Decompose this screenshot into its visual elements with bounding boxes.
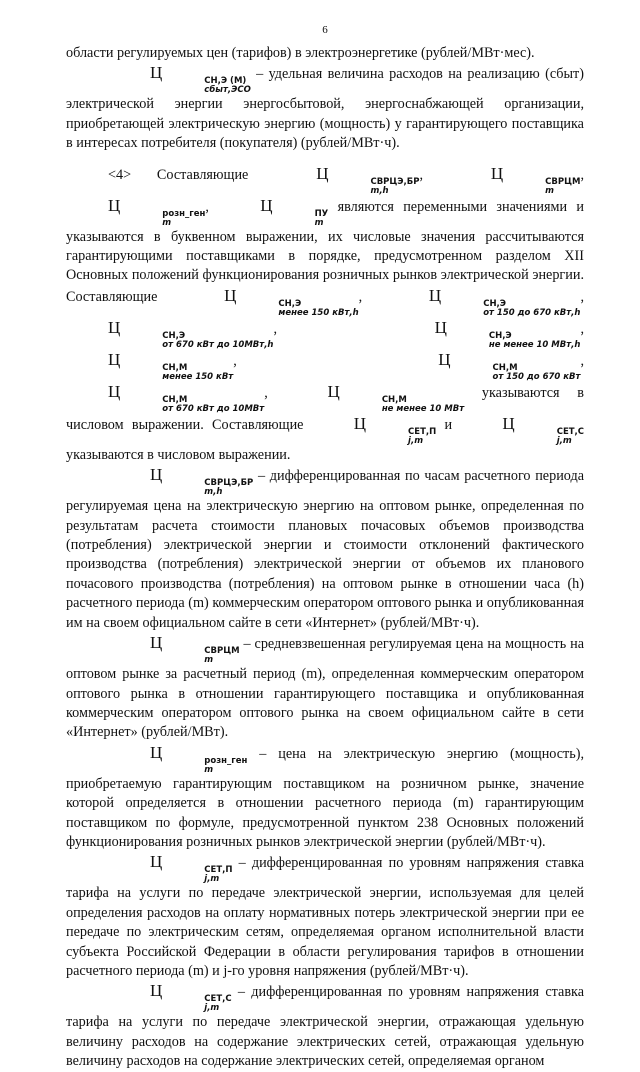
- var-superscript: СЕТ,С: [204, 994, 232, 1005]
- var-rozn-gen: [66, 196, 205, 228]
- var-set-s: [460, 414, 584, 446]
- var-m-150: [66, 350, 233, 382]
- var-superscript: СН,М: [162, 362, 188, 373]
- var-e-10: [393, 318, 581, 350]
- var-base: Ц: [150, 465, 163, 485]
- var-subscript: m: [162, 217, 172, 228]
- var-superscript: СЕТ,П: [204, 865, 233, 876]
- var-base: Ц: [224, 285, 237, 305]
- var-superscript: розн_ген: [162, 208, 206, 219]
- var-indices: [120, 364, 233, 382]
- var-svrcz-br: [274, 164, 419, 196]
- var-indices: [441, 300, 580, 318]
- var-base: Ц: [490, 163, 504, 183]
- var-superscript: ПУ: [314, 208, 329, 219]
- var-subscript: не менее 10 МВт: [381, 403, 465, 414]
- var-superscript: СВРЦЭ,БР: [370, 176, 420, 187]
- var-set-s-def: [108, 981, 232, 1013]
- var-superscript: СН,Э: [488, 330, 512, 341]
- var-pu: [218, 196, 328, 228]
- var-base: Ц: [150, 742, 163, 762]
- var-indices: [328, 178, 419, 196]
- var-subscript: не менее 10 МВт,h: [488, 339, 581, 350]
- var-indices: [273, 210, 329, 228]
- var-base: Ц: [150, 981, 163, 1001]
- var-indices: [120, 332, 273, 350]
- var-subscript: m,h: [204, 487, 223, 498]
- var-m-150-670: [396, 350, 580, 382]
- var-indices: [162, 647, 239, 665]
- var-superscript: розн_ген: [204, 755, 248, 766]
- var-indices: [340, 396, 464, 414]
- var-superscript: СВРЦЭ,БР: [204, 478, 254, 489]
- var-m-670-10: [66, 382, 264, 414]
- var-subscript: m: [204, 764, 214, 775]
- var-base: Ц: [108, 349, 121, 369]
- var-superscript: СН,М: [492, 362, 518, 373]
- definition-set-s: Ц СЕТ,С j,m – дифференцированная по уровням напряжения ставка тарифа на услуги по передаче электрической энергии, отражающая удельную величину расходов на содержание электрических сетей, отражающая удельную величину расходов на содержание электрических сетей, определяемая органом: [66, 981, 584, 1070]
- var-base: Ц: [434, 317, 447, 337]
- var-subscript: от 150 до 670 кВт,h: [483, 307, 581, 318]
- definition-set-p: Ц СЕТ,П j,m – дифференцированная по уровням напряжения ставка тарифа на услуги по передаче электрической энергии, используемая для целей определения расходов на оплату нормативных потерь электрической энергии при ее передаче по электрическим сетям, определяемая органом исполнительной власти субъекта Российской Федерации в области регулирования тарифов в отношении расчетного периода (m) и j-го уровня напряжения (рублей/МВт·ч).: [66, 852, 584, 979]
- var-superscript: СН,Э: [483, 298, 507, 309]
- var-base: Ц: [150, 63, 163, 83]
- var-base: Ц: [108, 195, 121, 215]
- var-subscript: менее 150 кВт: [162, 371, 234, 382]
- var-superscript: СН,Э: [162, 330, 186, 341]
- var-indices: [236, 300, 358, 318]
- var-base: Ц: [353, 413, 367, 433]
- var-subscript: от 670 кВт до 10МВт,h: [162, 339, 274, 350]
- var-subscript: менее 150 кВт,h: [278, 307, 359, 318]
- var-superscript: СН,М: [162, 394, 188, 405]
- var-indices: [515, 428, 584, 446]
- var-indices: [447, 332, 581, 350]
- var-indices: [162, 757, 247, 775]
- var-base: Ц: [316, 163, 329, 183]
- var-m-10: [286, 382, 465, 414]
- var-sbyt: [108, 63, 251, 95]
- var-subscript: j,m: [204, 874, 220, 885]
- var-base: Ц: [150, 852, 163, 872]
- var-superscript: СВРЦМ: [204, 646, 240, 657]
- var-subscript: от 670 кВт до 10МВт: [162, 403, 265, 414]
- var-superscript: СН,Э: [278, 298, 302, 309]
- var-svrcm: [449, 164, 581, 196]
- var-e-670-10: [66, 318, 273, 350]
- var-set-p-def: [108, 852, 232, 884]
- definition-svrcm: Ц СВРЦМ m – средневзвешенная регулируемая цена на мощность на оптовом рынке за расчетный период (m), определенная коммерческим оператором оптового рынка в отношении гарантирующего поставщика и опубликованная коммерческим оператором оптового рынка на своем официальном сайте в сети «Интернет» (рублей/МВт).: [66, 633, 584, 741]
- var-indices: [162, 77, 251, 95]
- var-subscript: m: [204, 655, 214, 666]
- var-subscript: сбыт,ЭСО: [204, 85, 251, 96]
- paragraph-4: <4> Составляющие Ц СВРЦЭ,БР m,h , Ц СВРЦМ m , Ц розн_ген m , Ц ПУ m являются переменными значениями и указываются в буквенном выражении, их числовые значения рассчитываются гарантирующими поставщиками в порядке, предусмотренном разделом XII Основных положений функционирования розничных рынков электрической энергии. Составляющие Ц СН,Э менее 150 кВт,h , Ц СН,Э от 150 до 670 кВт,h , Ц СН,Э от 670 кВт до 10МВт,h , Ц СН,Э не менее 10 МВт,h , Ц СН,М менее 150 кВт , Ц СН,М от 150 до 670 кВт , Ц СН,М от 670 кВт до 10МВт , Ц СН,М не менее 10 МВт указываются в числовом выражении. Составляющие Ц СЕТ,П j,m и Ц СЕТ,С j,m указываются в числовом выражении.: [66, 163, 585, 463]
- var-subscript: m: [545, 185, 555, 196]
- var-base: Ц: [438, 349, 451, 369]
- var-base: Ц: [502, 413, 515, 433]
- var-subscript: j,m: [556, 435, 572, 446]
- paragraph-sbyt: Ц СН,Э (М) сбыт,ЭСО – удельная величина расходов на реализацию (сбыт) электрической энергии энергосбытовой, энергоснабжающей организации, приобретающей электрическую энергию (мощность) у гарантирующего поставщика в интересах потребителя (покупателя) (рублей/МВт·ч).: [66, 63, 584, 152]
- definition-rozn-gen: Ц розн_ген m – цена на электрическую энергию (мощность), приобретаемую гарантирующим поставщиком на розничном рынке, значение которой определяется в отношении расчетного периода (m) гарантирующим поставщиком по формуле, предусмотренной пунктом 238 Основных положений функционирования розничных рынков электрической энергии (рублей/МВт·ч).: [66, 742, 584, 850]
- var-svrcm-def: [108, 633, 240, 665]
- paragraph-intro: области регулируемых цен (тарифов) в электроэнергетике (рублей/МВт·мес).: [66, 45, 535, 61]
- var-indices: [503, 178, 580, 196]
- var-base: Ц: [260, 195, 273, 215]
- var-base: Ц: [150, 633, 163, 653]
- var-base: Ц: [428, 285, 442, 305]
- var-svrcz-br-def: [108, 465, 253, 497]
- var-indices: [162, 995, 231, 1013]
- var-indices: [162, 866, 232, 884]
- var-subscript: j,m: [408, 435, 424, 446]
- var-subscript: от 150 до 670 кВт: [492, 371, 581, 382]
- var-e-150-670: [387, 286, 581, 318]
- var-superscript: СЕТ,П: [408, 426, 437, 437]
- var-e-150: [182, 286, 359, 318]
- var-superscript: СН,М: [381, 394, 407, 405]
- page-number: 6: [322, 24, 328, 36]
- var-superscript: СН,Э (М): [204, 76, 247, 87]
- var-subscript: m,h: [370, 185, 389, 196]
- var-indices: [450, 364, 580, 382]
- var-indices: [120, 396, 264, 414]
- var-base: Ц: [108, 317, 121, 337]
- var-set-p: [312, 414, 436, 446]
- var-base: Ц: [327, 381, 340, 401]
- var-indices: [366, 428, 436, 446]
- var-subscript: j,m: [204, 1003, 220, 1014]
- definition-svrcz-br: Ц СВРЦЭ,БР m,h – дифференцированная по часам расчетного периода регулируемая цена на электрическую энергию на оптовом рынке, определенная по результатам расчета стоимости плановых почасовых объемов производства (потребления) электрической энергии и стоимости отклонений фактического производства (потребления) электрической энергии от объемов их планового почасового производства (потребления) на оптовом рынке в отношении часа (h) расчетного периода (m) коммерческим оператором оптового рынка и опубликованная им на своем официальном сайте в сети «Интернет» (рублей/МВт·ч).: [66, 465, 584, 631]
- var-superscript: СВРЦМ: [545, 176, 581, 187]
- var-base: Ц: [108, 381, 121, 401]
- var-indices: [120, 210, 205, 228]
- var-indices: [162, 479, 253, 497]
- var-superscript: СЕТ,С: [556, 426, 585, 437]
- var-subscript: m: [314, 217, 324, 228]
- var-rozn-gen-def: [108, 743, 247, 775]
